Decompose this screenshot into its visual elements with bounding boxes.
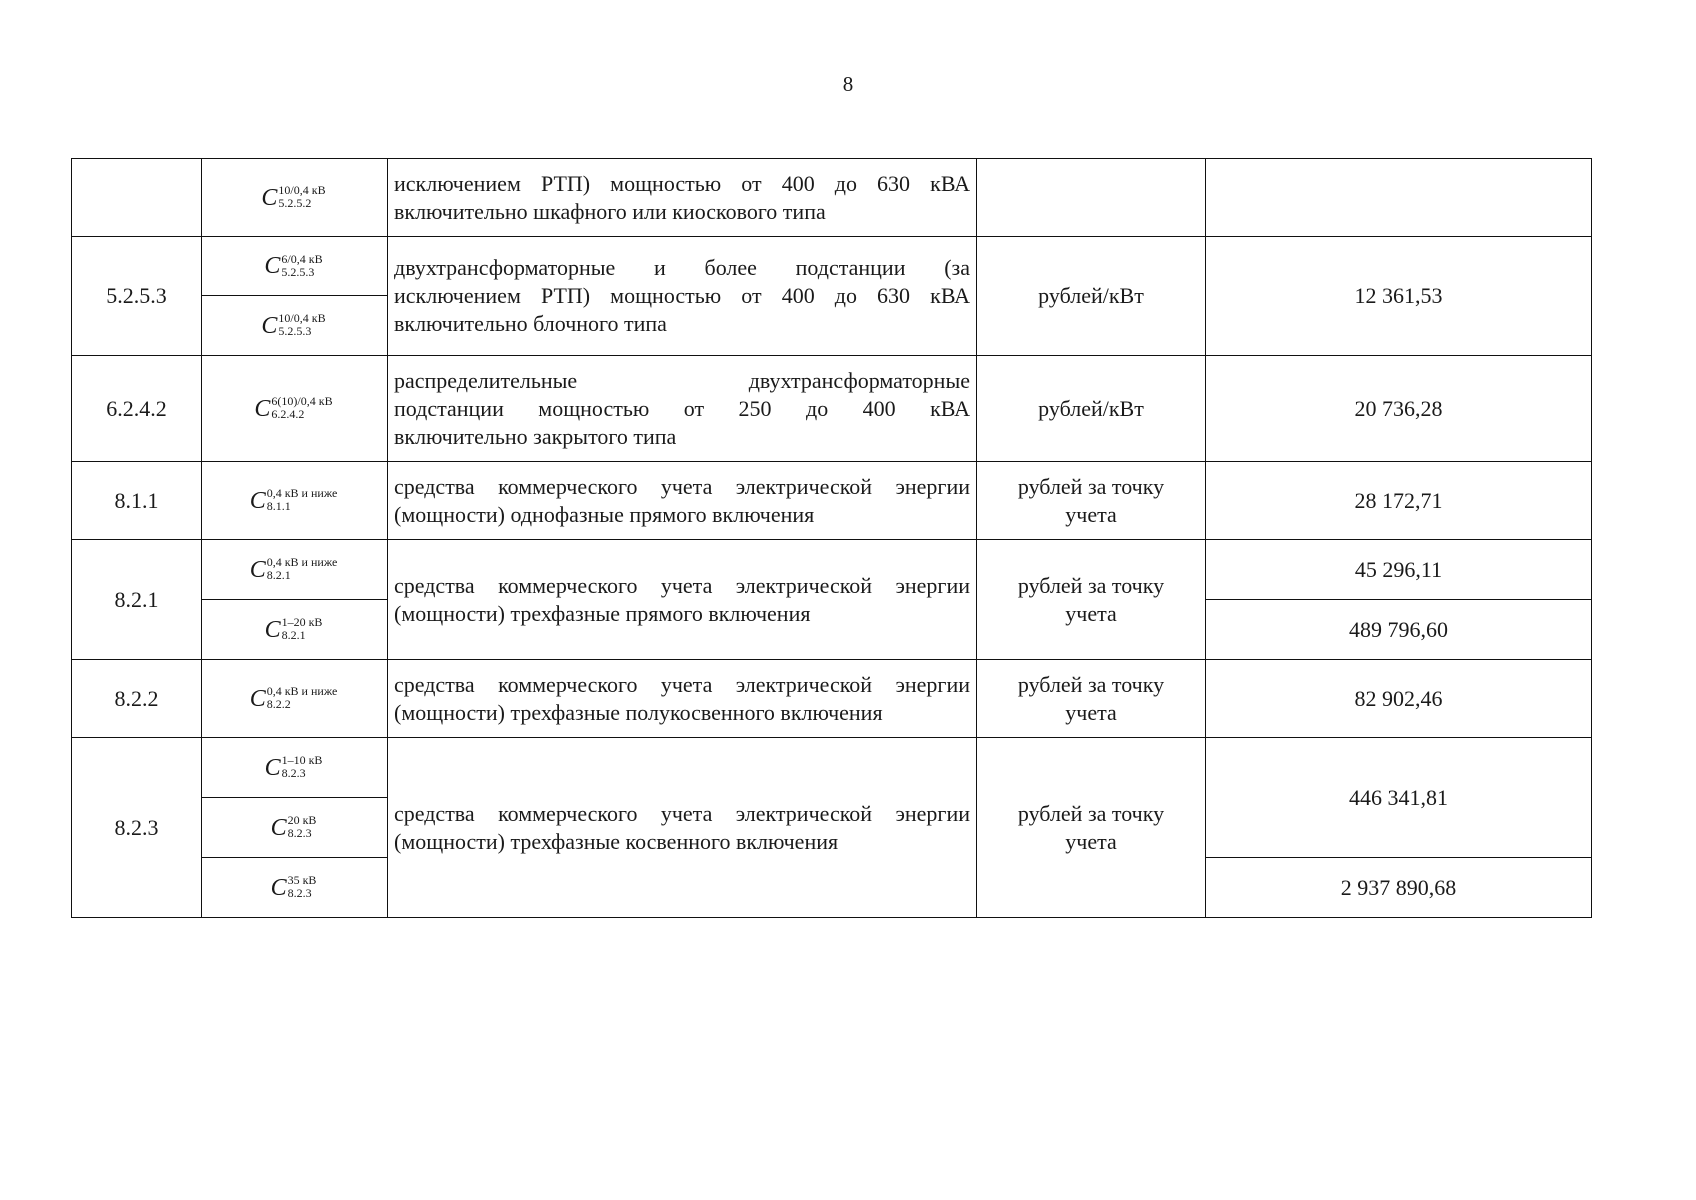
rate-symbol: C 6(10)/0,4 кВ 6.2.4.2 [202, 356, 388, 462]
unit-cell: рублей за точку учета [977, 462, 1206, 540]
value-cell: 45 296,11 [1206, 540, 1592, 600]
value-cell [1206, 159, 1592, 237]
table-row [72, 738, 1592, 798]
item-code: 8.2.1 [72, 540, 202, 660]
item-code: 5.2.5.3 [72, 237, 202, 356]
value-cell: 20 736,28 [1206, 356, 1592, 462]
value-cell: 489 796,60 [1206, 600, 1592, 660]
table-row [72, 462, 1592, 540]
rate-symbol: C 35 кВ 8.2.3 [202, 858, 388, 918]
rate-symbol: C 1–20 кВ 8.2.1 [202, 600, 388, 660]
item-description: исключением РТП) мощностью от 400 до 630 кВА включительно шкафного или киоскового типа [388, 159, 977, 237]
unit-cell: рублей/кВт [977, 356, 1206, 462]
page-number: 8 [842, 72, 854, 96]
item-code: 6.2.4.2 [72, 356, 202, 462]
item-description: средства коммерческого учета электрической энергии (мощности) трехфазные прямого включения [388, 540, 977, 660]
table-row [72, 159, 1592, 237]
value-cell: 82 902,46 [1206, 660, 1592, 738]
table-row [72, 356, 1592, 462]
rate-symbol: C 1–10 кВ 8.2.3 [202, 738, 388, 798]
rate-symbol: C 0,4 кВ и ниже 8.1.1 [202, 462, 388, 540]
rate-symbol: C 6/0,4 кВ 5.2.5.3 [202, 237, 388, 296]
unit-cell [977, 159, 1206, 237]
item-code [72, 159, 202, 237]
rate-symbol: C 0,4 кВ и ниже 8.2.2 [202, 660, 388, 738]
unit-cell: рублей за точку учета [977, 738, 1206, 918]
unit-cell: рублей/кВт [977, 237, 1206, 356]
item-code: 8.2.3 [72, 738, 202, 918]
item-code: 8.1.1 [72, 462, 202, 540]
tariff-table [71, 158, 1592, 918]
unit-cell: рублей за точку учета [977, 660, 1206, 738]
rate-symbol: C 10/0,4 кВ 5.2.5.3 [202, 296, 388, 356]
rate-symbol: C 20 кВ 8.2.3 [202, 798, 388, 858]
value-cell: 12 361,53 [1206, 237, 1592, 356]
item-description: средства коммерческого учета электрической энергии (мощности) трехфазные полукосвенного включения [388, 660, 977, 738]
item-description: средства коммерческого учета электрической энергии (мощности) трехфазные косвенного включения [388, 738, 977, 918]
item-code: 8.2.2 [72, 660, 202, 738]
value-cell: 28 172,71 [1206, 462, 1592, 540]
table-row [72, 237, 1592, 296]
item-description: распределительные двухтрансформаторные подстанции мощностью от 250 до 400 кВА включительно закрытого типа [388, 356, 977, 462]
rate-symbol: C 10/0,4 кВ 5.2.5.2 [202, 159, 388, 237]
value-cell: 446 341,81 [1206, 738, 1592, 858]
table-row [72, 540, 1592, 600]
item-description: двухтрансформаторные и более подстанции (за исключением РТП) мощностью от 400 до 630 кВА включительно блочного типа [388, 237, 977, 356]
value-cell: 2 937 890,68 [1206, 858, 1592, 918]
item-description: средства коммерческого учета электрической энергии (мощности) однофазные прямого включения [388, 462, 977, 540]
rate-symbol: C 0,4 кВ и ниже 8.2.1 [202, 540, 388, 600]
unit-cell: рублей за точку учета [977, 540, 1206, 660]
table-row [72, 660, 1592, 738]
